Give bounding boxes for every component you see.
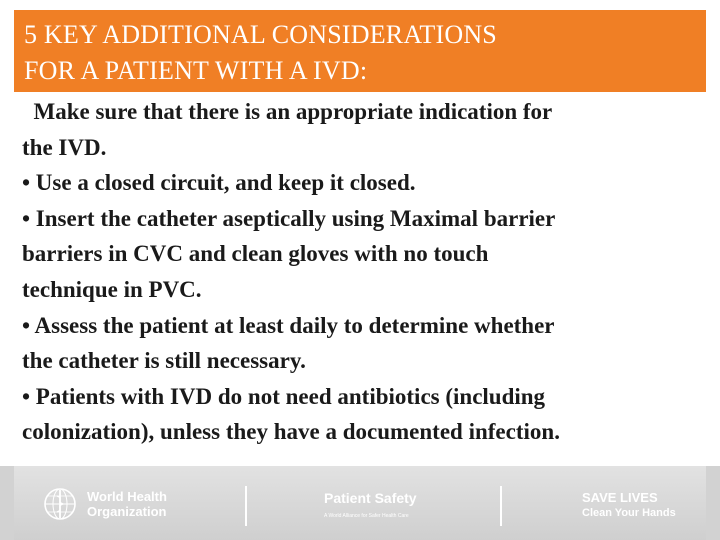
body-line: • Patients with IVD do not need antibiotics (including (22, 383, 546, 409)
body-line: the IVD. (22, 134, 107, 160)
body-line: • Insert the catheter aseptically using Maximal barrier (22, 205, 556, 231)
body-line: barriers in CVC and clean gloves with no touch (22, 241, 489, 267)
save-lives-title: SAVE LIVES (582, 490, 658, 505)
slide-title-line-1: 5 KEY ADDITIONAL CONSIDERATIONS (24, 20, 497, 49)
who-name-line-1: World Health (87, 489, 167, 504)
patient-safety-subtitle: A World Alliance for Safer Health Care (324, 513, 409, 519)
who-emblem-icon (42, 486, 78, 522)
slide-body (22, 94, 712, 450)
body-line: Make sure that there is an appropriate indication for (22, 99, 553, 124)
body-line: • Assess the patient at least daily to determine whether (22, 312, 555, 338)
body-line: the catheter is still necessary. (22, 348, 306, 374)
patient-safety-title: Patient Safety (324, 490, 417, 506)
body-line: • Use a closed circuit, and keep it closed. (22, 170, 416, 196)
who-name-line-2: Organization (87, 504, 167, 519)
body-line: technique in PVC. (22, 276, 202, 302)
footer-divider (500, 486, 502, 526)
who-logo-text (87, 489, 167, 519)
slide-title-bar (14, 10, 706, 92)
body-line: colonization), unless they have a documented infection. (22, 419, 560, 445)
clean-hands-subtitle: Clean Your Hands (582, 507, 676, 519)
footer-divider (245, 486, 247, 526)
slide-title-line-2: FOR A PATIENT WITH A IVD: (24, 56, 368, 85)
